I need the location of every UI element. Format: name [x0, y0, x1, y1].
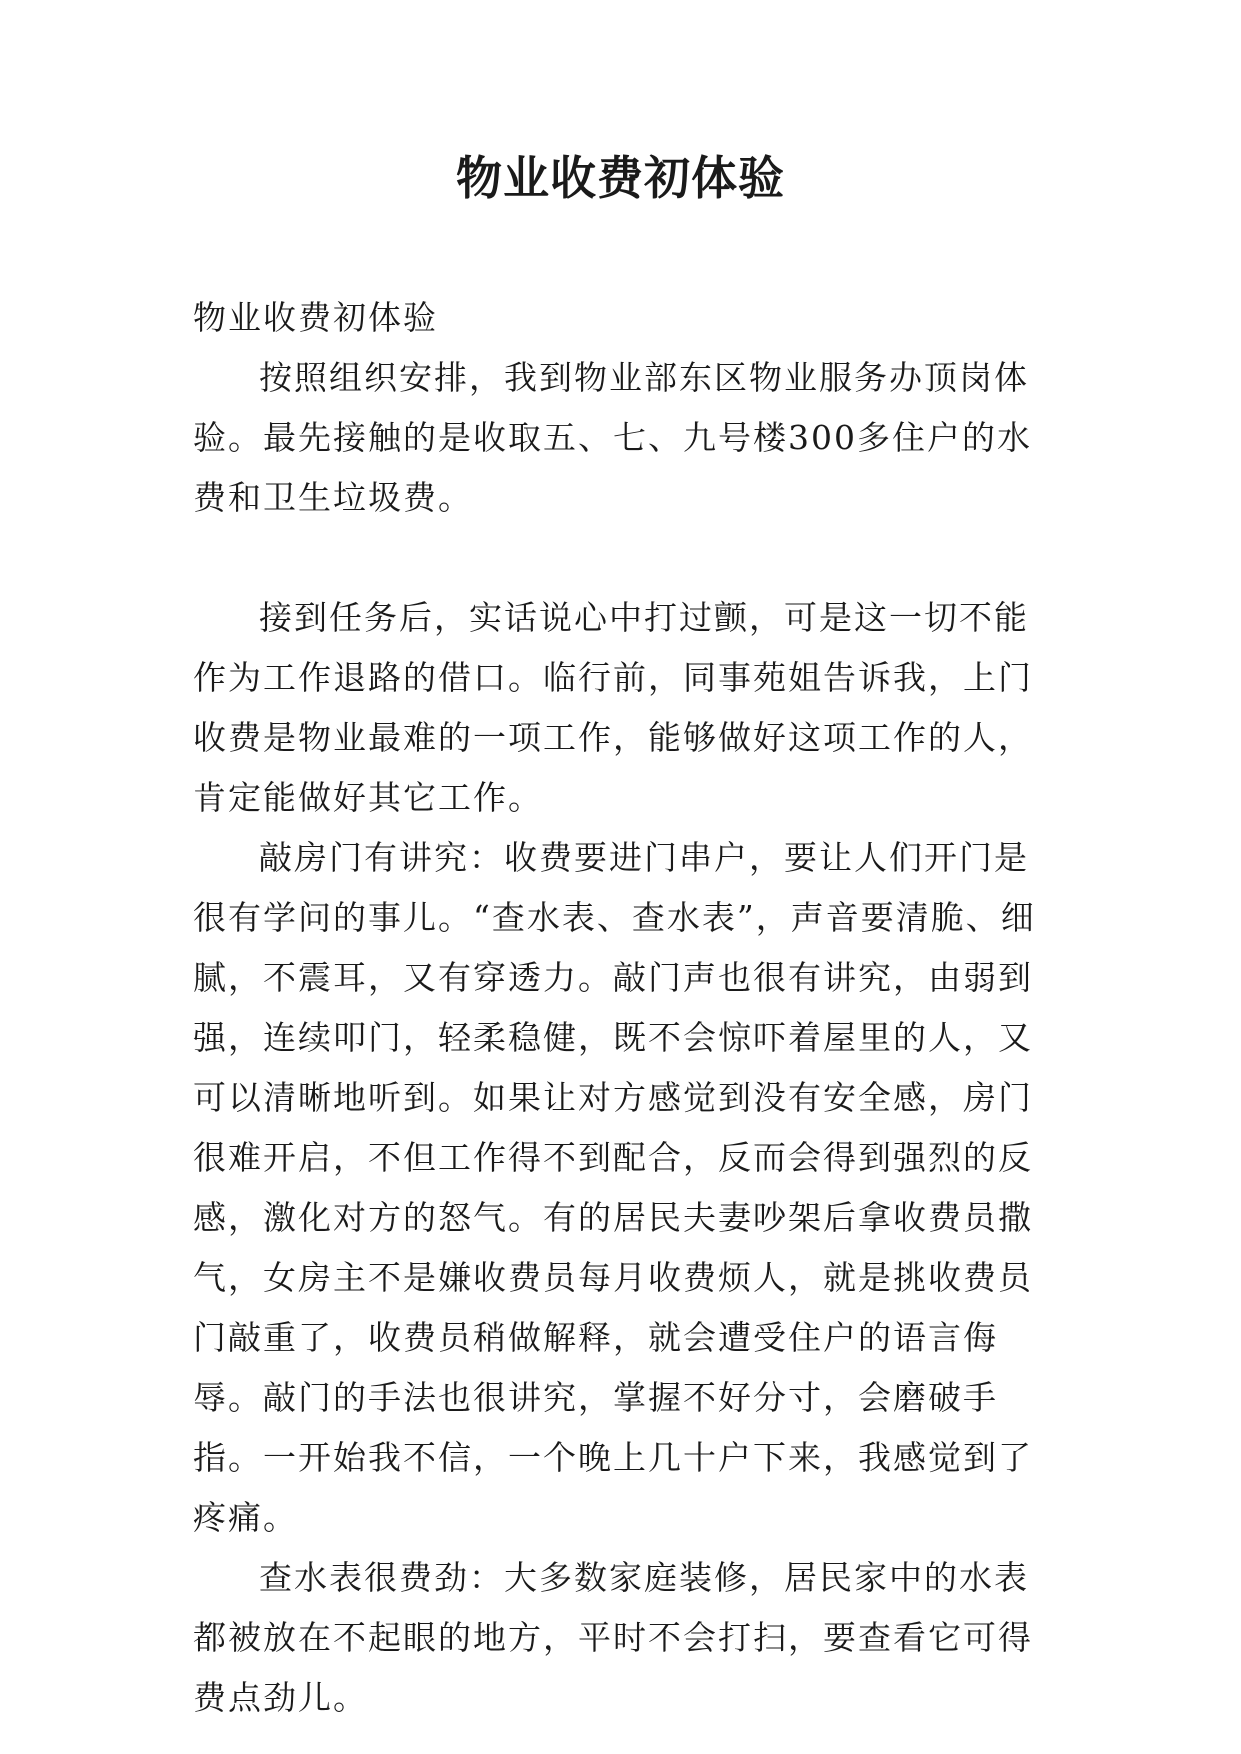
- document-body: [193, 288, 1063, 1728]
- document-title: 物业收费初体验: [456, 151, 785, 205]
- paragraph-4: 查水表很费劲：大多数家庭装修，居民家中的水表都被放在不起眼的地方，平时不会打扫，要查看它可得费点劲儿。: [193, 1558, 1033, 1717]
- document-subtitle: 物业收费初体验: [193, 298, 438, 337]
- paragraph-2: 接到任务后，实话说心中打过颤，可是这一切不能作为工作退路的借口。临行前，同事苑姐告诉我，上门收费是物业最难的一项工作，能够做好这项工作的人，肯定能做好其它工作。: [193, 598, 1033, 817]
- paragraph-3: 敲房门有讲究：收费要进门串户，要让人们开门是很有学问的事儿。“查水表、查水表”，声音要清脆、细腻，不震耳，又有穿透力。敲门声也很有讲究，由弱到强，连续叩门，轻柔稳健，既不会惊吓着屋里的人，又可以清晰地听到。如果让对方感觉到没有安全感，房门很难开启，不但工作得不到配合，反而会得到强烈的反感，激化对方的怒气。有的居民夫妻吵架后拿收费员撒气，女房主不是嫌收费员每月收费烦人，就是挑收费员门敲重了，收费员稍做解释，就会遭受住户的语言侮辱。敲门的手法也很讲究，掌握不好分寸，会磨破手指。一开始我不信，一个晚上几十户下来，我感觉到了疼痛。: [193, 838, 1036, 1537]
- paragraph-1: 按照组织安排，我到物业部东区物业服务办顶岗体验。最先接触的是收取五、七、九号楼300多住户的水费和卫生垃圾费。: [193, 358, 1032, 517]
